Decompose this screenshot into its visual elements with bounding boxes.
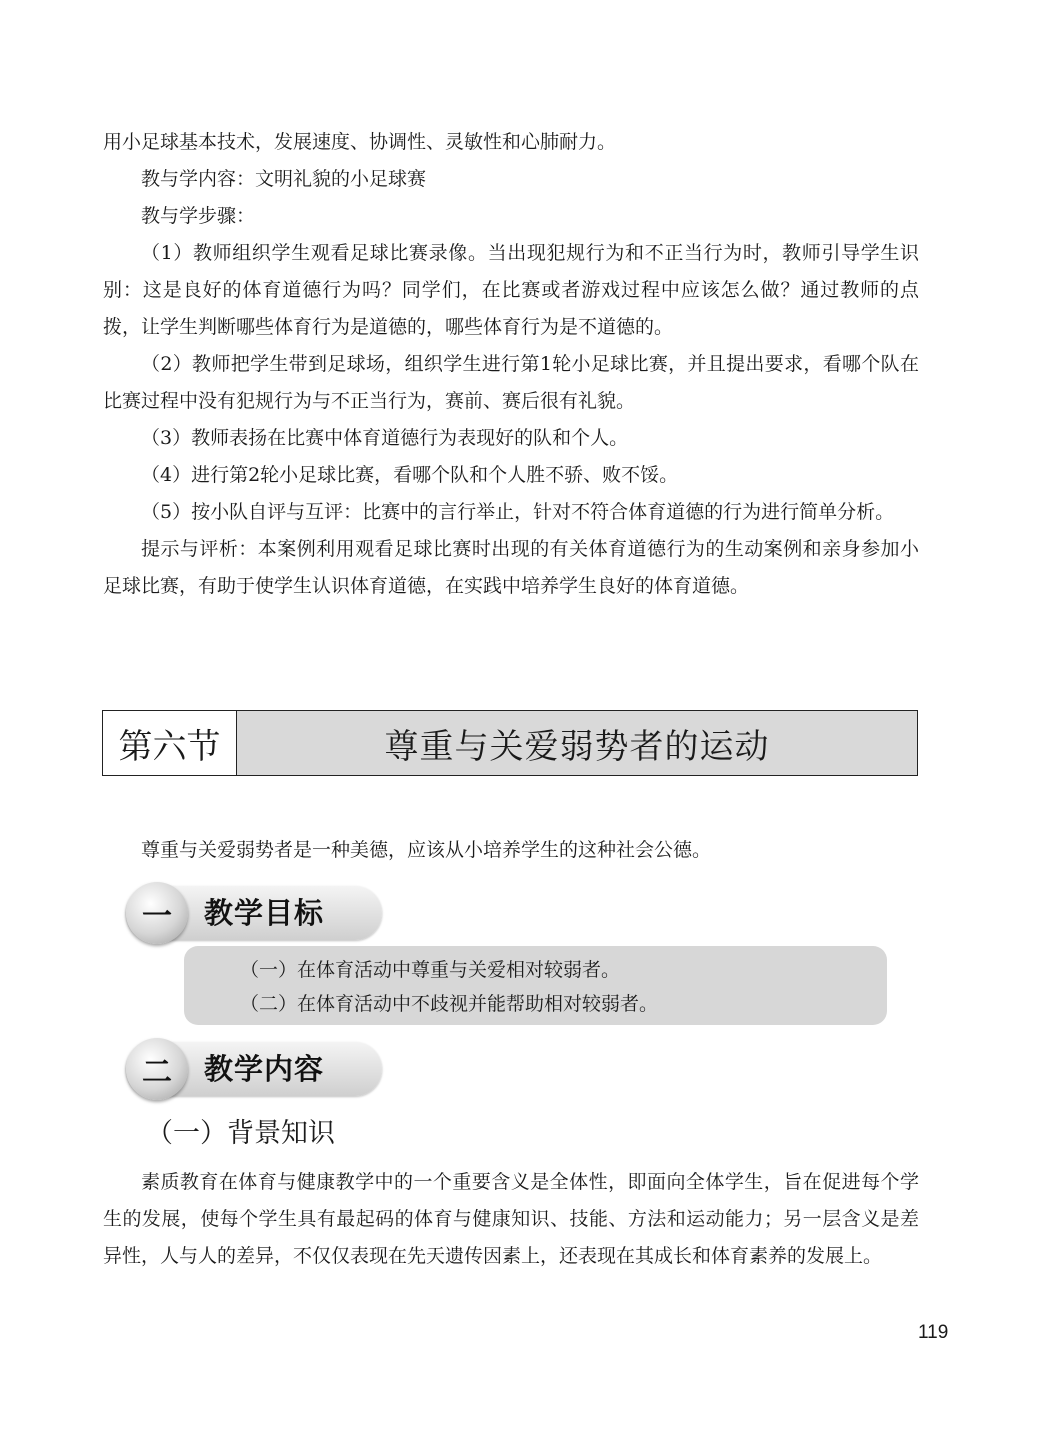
page-number: 119 [918, 1322, 949, 1343]
paragraph-step-3: （3）教师表扬在比赛中体育道德行为表现好的队和个人。 [141, 427, 629, 449]
section-number: 第六节 [103, 711, 237, 775]
section-heading [102, 710, 918, 776]
part-numeral-circle: 二 [126, 1038, 188, 1100]
paragraph-continuation: 用小足球基本技术，发展速度、协调性、灵敏性和心肺耐力。 [103, 131, 617, 153]
part-heading-content [126, 1042, 382, 1096]
paragraph-step-5: （5）按小队自评与互评：比赛中的言行举止，针对不符合体育道德的行为进行简单分析。 [141, 501, 895, 523]
section-title: 尊重与关爱弱势者的运动 [237, 711, 917, 775]
paragraph-commentary: 提示与评析：本案例利用观看足球比赛时出现的有关体育道德行为的生动案例和亲身参加小足球比赛，有助于使学生认识体育道德，在实践中培养学生良好的体育道德。 [103, 538, 919, 597]
paragraph-step-2: （2）教师把学生带到足球场，组织学生进行第1轮小足球比赛，并且提出要求，看哪个队在比赛过程中没有犯规行为与不正当行为，赛前、赛后很有礼貌。 [103, 353, 919, 412]
section-intro: 尊重与关爱弱势者是一种美德，应该从小培养学生的这种社会公德。 [141, 839, 712, 861]
part-heading-goals [126, 886, 382, 940]
subheading-background: （一）背景知识 [146, 1118, 335, 1149]
part-label: 教学目标 [204, 896, 325, 930]
paragraph-content: 教与学内容：文明礼貌的小足球赛 [141, 168, 427, 190]
goal-item: （一）在体育活动中尊重与关爱相对较弱者。 [240, 959, 621, 981]
goals-box [184, 946, 887, 1025]
paragraph-steps-label: 教与学步骤： [141, 205, 256, 227]
goal-item: （二）在体育活动中不歧视并能帮助相对较弱者。 [240, 993, 659, 1015]
part-numeral-circle: 一 [126, 882, 188, 944]
top-text-block [103, 124, 919, 605]
paragraph-background: 素质教育在体育与健康教学中的一个重要含义是全体性，即面向全体学生，旨在促进每个学生的发展，使每个学生具有最起码的体育与健康知识、技能、方法和运动能力；另一层含义是差异性，人与人的差异，不仅仅表现在先天遗传因素上，还表现在其成长和体育素养的发展上。 [103, 1171, 919, 1267]
paragraph-step-4: （4）进行第2轮小足球比赛，看哪个队和个人胜不骄、败不馁。 [141, 464, 679, 486]
part-label: 教学内容 [204, 1052, 325, 1086]
paragraph-step-1: （1）教师组织学生观看足球比赛录像。当出现犯规行为和不正当行为时，教师引导学生识别：这是良好的体育道德行为吗？同学们，在比赛或者游戏过程中应该怎么做？通过教师的点拨，让学生判断哪些体育行为是道德的，哪些体育行为是不道德的。 [103, 242, 919, 338]
